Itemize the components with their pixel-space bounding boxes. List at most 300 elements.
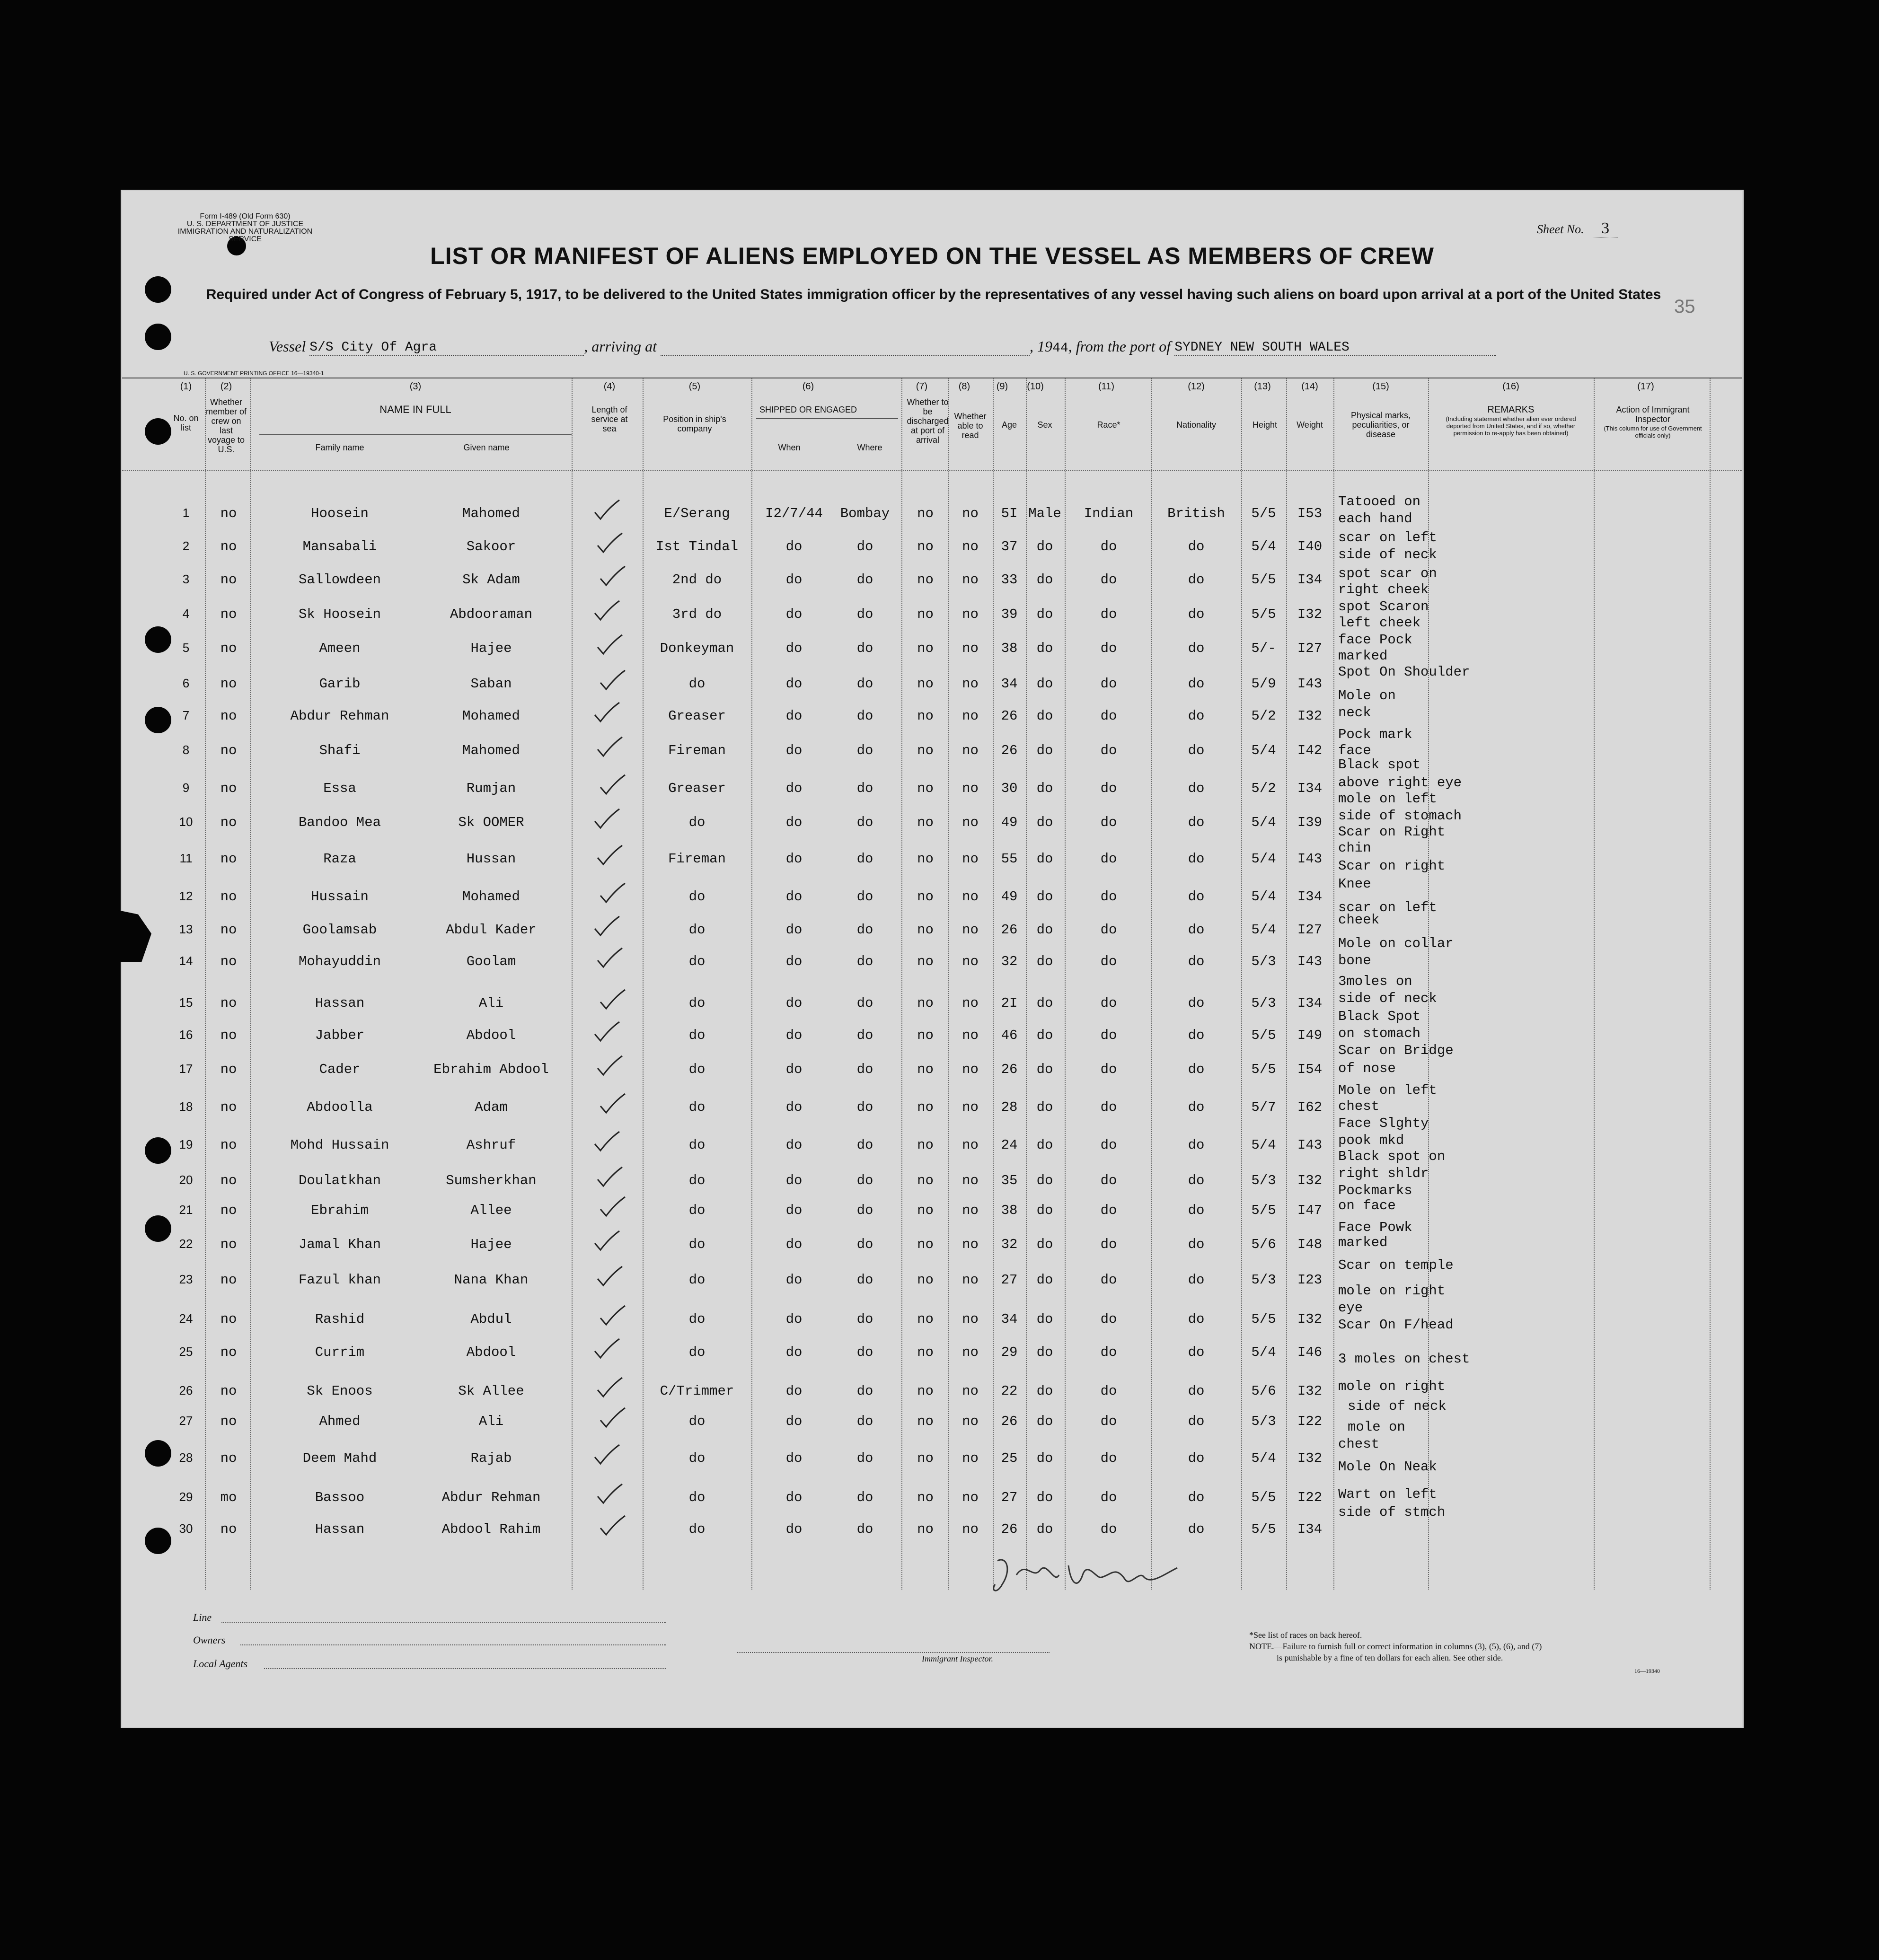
- physical-mark-line: bone: [1338, 953, 1371, 968]
- sex-value: do: [1036, 1099, 1053, 1115]
- col-num: (13): [1254, 381, 1271, 392]
- check-mark: [599, 1195, 627, 1220]
- year-prefix: , 19: [1029, 338, 1052, 355]
- table-row: [122, 1450, 1742, 1479]
- check-mark: [599, 1304, 627, 1328]
- age-value: 55: [1001, 851, 1018, 867]
- position-value: Greaser: [668, 708, 726, 724]
- where-value: do: [856, 708, 873, 724]
- nationality-value: do: [1188, 676, 1205, 692]
- discharged-value: no: [917, 889, 934, 905]
- position-value: do: [688, 1173, 706, 1188]
- sheet-label: Sheet No.: [1537, 222, 1584, 236]
- when-value: do: [785, 1237, 803, 1252]
- sex-value: do: [1036, 1237, 1053, 1252]
- prev-voyage-value: no: [220, 1383, 237, 1399]
- nationality-value: do: [1188, 815, 1205, 830]
- arriving-label: , arriving at: [584, 338, 657, 355]
- position-value: do: [688, 1521, 706, 1537]
- given-name-value: Nana Khan: [454, 1272, 529, 1288]
- table-row: [122, 1311, 1742, 1340]
- sheet-number: [1537, 220, 1618, 237]
- table-row: [122, 708, 1742, 737]
- discharged-value: no: [917, 922, 934, 938]
- age-value: 34: [1001, 1311, 1018, 1327]
- position-value: do: [688, 815, 706, 830]
- col-num: (14): [1301, 381, 1318, 392]
- prev-voyage-value: no: [220, 1203, 237, 1218]
- physical-mark-line: mole on left: [1338, 791, 1437, 807]
- row-number: 7: [182, 708, 190, 722]
- note-penalty-cont: is punishable by a fine of ten dollars for each alien. See other side.: [1277, 1653, 1503, 1662]
- able-read-value: no: [962, 1521, 979, 1537]
- where-value: do: [856, 995, 873, 1011]
- family-name-value: Mansabali: [302, 539, 377, 554]
- height-value: 5/3: [1251, 954, 1276, 969]
- when-value: do: [785, 606, 803, 622]
- given-name-value: Abdool: [466, 1028, 516, 1043]
- inspector-label: Immigrant Inspector.: [922, 1654, 993, 1663]
- family-name-value: Hussain: [311, 889, 369, 905]
- nationality-value: do: [1188, 851, 1205, 867]
- age-value: 2I: [1001, 995, 1018, 1011]
- position-value: do: [688, 1062, 706, 1077]
- prev-voyage-value: no: [220, 1062, 237, 1077]
- row-number: 8: [182, 743, 190, 757]
- race-value: do: [1100, 1414, 1117, 1429]
- age-value: 49: [1001, 889, 1018, 905]
- able-read-value: no: [962, 676, 979, 692]
- sex-value: do: [1036, 708, 1053, 724]
- weight-value: I34: [1297, 572, 1323, 588]
- height-value: 5/5: [1251, 572, 1276, 588]
- sex-value: do: [1036, 1028, 1053, 1043]
- given-name-value: Allee: [470, 1203, 512, 1218]
- where-value: do: [856, 1099, 873, 1115]
- where-value: do: [856, 815, 873, 830]
- able-read-value: no: [962, 1099, 979, 1115]
- prev-voyage-value: no: [220, 995, 237, 1011]
- race-value: do: [1100, 954, 1117, 969]
- physical-mark-line: Mole on collar: [1338, 936, 1454, 951]
- family-name-value: Hassan: [315, 1521, 365, 1537]
- sex-value: do: [1036, 781, 1053, 796]
- position-value: Donkeyman: [660, 641, 734, 656]
- age-value: 46: [1001, 1028, 1018, 1043]
- nationality-value: do: [1188, 1272, 1205, 1288]
- given-name-value: Abdool: [466, 1345, 516, 1360]
- prev-voyage-value: no: [220, 1345, 237, 1360]
- nationality-value: do: [1188, 539, 1205, 554]
- able-read-value: no: [962, 889, 979, 905]
- vessel-name: S/S City Of Agra: [309, 340, 584, 356]
- discharged-value: no: [917, 851, 934, 867]
- able-read-value: no: [962, 1137, 979, 1153]
- header-discharged: Whether to be discharged at port of arrival: [907, 397, 949, 445]
- prev-voyage-value: no: [220, 851, 237, 867]
- row-number: 16: [179, 1028, 193, 1042]
- where-value: do: [856, 1383, 873, 1399]
- header-when: When: [778, 443, 801, 452]
- header-length-service: Length of service at sea: [591, 405, 628, 433]
- row-number: 10: [179, 815, 193, 829]
- physical-mark-line: side of neck: [1338, 991, 1437, 1006]
- table-row: [122, 1490, 1742, 1518]
- race-value: do: [1100, 606, 1117, 622]
- prev-voyage-value: no: [220, 889, 237, 905]
- family-name-value: Abdur Rehman: [290, 708, 389, 724]
- discharged-value: no: [917, 743, 934, 758]
- when-value: do: [785, 1137, 803, 1153]
- table-row: [122, 1521, 1742, 1550]
- physical-mark-line: Knee: [1338, 876, 1371, 892]
- given-name-value: Ashruf: [466, 1137, 516, 1153]
- physical-mark-line: Spot On Shoulder: [1338, 664, 1470, 680]
- race-value: do: [1100, 851, 1117, 867]
- sex-value: do: [1036, 954, 1053, 969]
- race-value: do: [1100, 815, 1117, 830]
- physical-mark-line: 3 moles on chest: [1338, 1351, 1470, 1367]
- race-value: do: [1100, 1028, 1117, 1043]
- family-name-value: Raza: [323, 851, 356, 867]
- discharged-value: no: [917, 1272, 934, 1288]
- weight-value: I34: [1297, 781, 1323, 796]
- sex-value: do: [1036, 1450, 1053, 1466]
- weight-value: I34: [1297, 889, 1323, 905]
- prev-voyage-value: no: [220, 708, 237, 724]
- able-read-value: no: [962, 539, 979, 554]
- where-value: do: [856, 1062, 873, 1077]
- col-num: (6): [802, 381, 814, 392]
- check-mark: [593, 914, 621, 939]
- check-mark: [599, 564, 627, 589]
- given-name-value: Abdool Rahim: [441, 1521, 541, 1537]
- physical-mark-line: Scar on temple: [1338, 1257, 1454, 1273]
- arriving-port: [661, 355, 1030, 356]
- physical-mark-line: pook mkd: [1338, 1133, 1404, 1148]
- row-number: 19: [179, 1137, 193, 1151]
- nationality-value: do: [1188, 1490, 1205, 1505]
- table-row: [122, 539, 1742, 567]
- header-action-sub: (This column for use of Government officials only): [1604, 425, 1702, 439]
- check-mark: [599, 881, 627, 906]
- physical-mark-line: cheek: [1338, 912, 1380, 928]
- physical-mark-line: above right eye: [1338, 775, 1462, 791]
- table-row: [122, 606, 1742, 635]
- family-name-value: Essa: [323, 781, 356, 796]
- position-value: do: [688, 889, 706, 905]
- where-value: do: [856, 1490, 873, 1505]
- row-number: 22: [179, 1237, 193, 1251]
- prev-voyage-value: no: [220, 1237, 237, 1252]
- form-id-line: Form I-489 (Old Form 630): [200, 212, 291, 220]
- check-mark: [596, 633, 624, 658]
- sex-value: do: [1036, 889, 1053, 905]
- family-name-value: Bandoo Mea: [298, 815, 381, 830]
- row-number: 26: [179, 1383, 193, 1397]
- discharged-value: no: [917, 1311, 934, 1327]
- nationality-value: do: [1188, 889, 1205, 905]
- position-value: do: [688, 1203, 706, 1218]
- family-name-value: Sk Hoosein: [298, 606, 381, 622]
- prev-voyage-value: mo: [220, 1490, 237, 1505]
- header-no-on-list: No. on list: [173, 413, 199, 432]
- physical-mark-line: scar on left: [1338, 900, 1437, 915]
- height-value: 5/3: [1251, 995, 1276, 1011]
- row-number: 12: [179, 889, 193, 903]
- physical-mark-line: left cheek: [1338, 615, 1421, 631]
- check-mark: [593, 599, 621, 624]
- age-value: 25: [1001, 1450, 1018, 1466]
- check-mark: [599, 773, 627, 798]
- sex-value: do: [1036, 1311, 1053, 1327]
- age-value: 39: [1001, 606, 1018, 622]
- when-value: do: [785, 1062, 803, 1077]
- nationality-value: do: [1188, 1028, 1205, 1043]
- height-value: 5/6: [1251, 1237, 1276, 1252]
- nationality-value: do: [1188, 954, 1205, 969]
- race-value: do: [1100, 539, 1117, 554]
- weight-value: I54: [1297, 1062, 1323, 1077]
- prev-voyage-value: no: [220, 815, 237, 830]
- manifest-sheet: [122, 191, 1742, 1727]
- table-row: [122, 815, 1742, 843]
- physical-mark-line: spot Scaron: [1338, 599, 1429, 615]
- when-value: do: [785, 815, 803, 830]
- given-name-value: Hajee: [470, 1237, 512, 1252]
- height-value: 5/4: [1251, 922, 1276, 938]
- discharged-value: no: [917, 572, 934, 588]
- header-shipped: SHIPPED OR ENGAGED: [759, 405, 857, 414]
- age-value: 24: [1001, 1137, 1018, 1153]
- table-row: [122, 1345, 1742, 1373]
- physical-mark-line: Scar On F/head: [1338, 1317, 1454, 1333]
- age-value: 26: [1001, 743, 1018, 758]
- where-value: do: [856, 954, 873, 969]
- where-value: do: [856, 572, 873, 588]
- discharged-value: no: [917, 781, 934, 796]
- row-number: 29: [179, 1490, 193, 1504]
- nationality-value: do: [1188, 781, 1205, 796]
- where-value: do: [856, 1414, 873, 1429]
- discharged-value: no: [917, 1028, 934, 1043]
- position-value: do: [688, 676, 706, 692]
- when-value: do: [785, 922, 803, 938]
- height-value: 5/3: [1251, 1414, 1276, 1429]
- family-name-value: Goolamsab: [302, 922, 377, 938]
- position-value: do: [688, 954, 706, 969]
- line-label: Line: [193, 1611, 212, 1623]
- header-position: Position in ship's company: [663, 414, 726, 433]
- prev-voyage-value: no: [220, 606, 237, 622]
- given-name-value: Abdul: [470, 1311, 512, 1327]
- given-name-value: Sk Allee: [458, 1383, 524, 1399]
- weight-value: I62: [1297, 1099, 1323, 1115]
- height-value: 5/4: [1251, 1450, 1276, 1466]
- age-value: 26: [1001, 1414, 1018, 1429]
- where-value: do: [856, 606, 873, 622]
- printer-line: U. S. GOVERNMENT PRINTING OFFICE 16—19340-1: [184, 370, 324, 377]
- sex-value: do: [1036, 641, 1053, 656]
- discharged-value: no: [917, 1414, 934, 1429]
- able-read-value: no: [962, 1203, 979, 1218]
- check-mark: [596, 1265, 624, 1289]
- position-value: do: [688, 1311, 706, 1327]
- check-mark: [593, 1337, 621, 1362]
- nationality-value: do: [1188, 995, 1205, 1011]
- physical-mark-line: marked: [1338, 648, 1388, 664]
- col-num: (9): [996, 381, 1008, 392]
- prev-voyage-value: no: [220, 1521, 237, 1537]
- race-value: do: [1100, 1272, 1117, 1288]
- weight-value: I34: [1297, 1521, 1323, 1537]
- able-read-value: no: [962, 1383, 979, 1399]
- prev-voyage-value: no: [220, 1311, 237, 1327]
- race-value: do: [1100, 1383, 1117, 1399]
- physical-mark-line: Black spot: [1338, 757, 1421, 773]
- document-title: LIST OR MANIFEST OF ALIENS EMPLOYED ON THE VESSEL AS MEMBERS OF CREW: [430, 243, 1434, 269]
- given-name-value: Ebrahim Abdool: [433, 1062, 549, 1077]
- check-mark: [593, 1443, 621, 1468]
- physical-mark-line: Face Powk: [1338, 1220, 1412, 1235]
- sex-value: do: [1036, 1521, 1053, 1537]
- given-name-value: Ali: [478, 1414, 504, 1429]
- race-value: do: [1100, 676, 1117, 692]
- discharged-value: no: [917, 1490, 934, 1505]
- family-name-value: Rashid: [315, 1311, 365, 1327]
- where-value: do: [856, 851, 873, 867]
- race-value: do: [1100, 889, 1117, 905]
- nationality-value: do: [1188, 606, 1205, 622]
- height-value: 5/-: [1251, 641, 1276, 656]
- family-name-value: Doulatkhan: [298, 1173, 381, 1188]
- check-mark: [596, 1165, 624, 1190]
- sex-value: do: [1036, 851, 1053, 867]
- when-value: do: [785, 889, 803, 905]
- able-read-value: no: [962, 743, 979, 758]
- nationality-value: do: [1188, 708, 1205, 724]
- weight-value: I39: [1297, 815, 1323, 830]
- physical-mark-line: chin: [1338, 840, 1371, 856]
- row-number: 18: [179, 1099, 193, 1114]
- header-where: Where: [857, 443, 882, 452]
- able-read-value: no: [962, 1450, 979, 1466]
- where-value: do: [856, 1237, 873, 1252]
- discharged-value: no: [917, 815, 934, 830]
- given-name-value: Mohamed: [462, 889, 520, 905]
- sex-value: do: [1036, 539, 1053, 554]
- family-name-value: Ebrahim: [311, 1203, 369, 1218]
- weight-value: I22: [1297, 1490, 1323, 1505]
- height-value: 5/4: [1251, 539, 1276, 554]
- family-name-value: Hassan: [315, 995, 365, 1011]
- when-value: do: [785, 641, 803, 656]
- weight-value: I47: [1297, 1203, 1323, 1218]
- discharged-value: no: [917, 1383, 934, 1399]
- discharged-value: no: [917, 995, 934, 1011]
- prev-voyage-value: no: [220, 781, 237, 796]
- race-value: do: [1100, 1521, 1117, 1537]
- weight-value: I48: [1297, 1237, 1323, 1252]
- col-num: (16): [1502, 381, 1519, 392]
- header-remarks: REMARKS: [1487, 404, 1535, 415]
- age-value: 28: [1001, 1099, 1018, 1115]
- height-value: 5/5: [1251, 1203, 1276, 1218]
- physical-mark-line: on face: [1338, 1198, 1396, 1213]
- when-value: do: [785, 1272, 803, 1288]
- prev-voyage-value: no: [220, 1414, 237, 1429]
- when-value: do: [785, 995, 803, 1011]
- race-value: do: [1100, 1173, 1117, 1188]
- col-num: (3): [409, 381, 422, 392]
- prev-voyage-value: no: [220, 1099, 237, 1115]
- row-number: 27: [179, 1414, 193, 1428]
- race-value: do: [1100, 641, 1117, 656]
- nationality-value: British: [1167, 506, 1225, 521]
- family-name-value: Sk Enoos: [307, 1383, 373, 1399]
- prev-voyage-value: no: [220, 506, 237, 521]
- height-value: 5/4: [1251, 1345, 1276, 1360]
- check-mark: [596, 844, 624, 868]
- able-read-value: no: [962, 641, 979, 656]
- physical-mark-line: face: [1338, 743, 1371, 758]
- given-name-value: Goolam: [466, 954, 516, 969]
- col-num: (5): [688, 381, 701, 392]
- when-value: do: [785, 743, 803, 758]
- inspector-field: [737, 1652, 1050, 1653]
- nationality-value: do: [1188, 1521, 1205, 1537]
- when-value: do: [785, 1311, 803, 1327]
- nationality-value: do: [1188, 1062, 1205, 1077]
- prev-voyage-value: no: [220, 954, 237, 969]
- table-row: [122, 851, 1742, 879]
- col-num: (4): [603, 381, 616, 392]
- sex-value: do: [1036, 676, 1053, 692]
- sex-value: do: [1036, 606, 1053, 622]
- able-read-value: no: [962, 954, 979, 969]
- weight-value: I43: [1297, 676, 1323, 692]
- row-number: 2: [182, 539, 190, 553]
- physical-mark-line: mole on: [1348, 1419, 1405, 1435]
- col-num: (12): [1188, 381, 1205, 392]
- height-value: 5/5: [1251, 1028, 1276, 1043]
- age-value: 27: [1001, 1272, 1018, 1288]
- prev-voyage-value: no: [220, 1450, 237, 1466]
- check-mark: [596, 1054, 624, 1079]
- age-value: 26: [1001, 1521, 1018, 1537]
- table-row: [122, 572, 1742, 600]
- check-mark: [599, 988, 627, 1012]
- weight-value: I43: [1297, 851, 1323, 867]
- race-value: Indian: [1084, 506, 1134, 521]
- when-value: do: [785, 1490, 803, 1505]
- where-value: do: [856, 539, 873, 554]
- weight-value: I32: [1297, 708, 1323, 724]
- table-row: [122, 781, 1742, 809]
- age-value: 5I: [1001, 506, 1018, 521]
- physical-mark-line: Tatooed on: [1338, 494, 1421, 510]
- height-value: 5/3: [1251, 1173, 1276, 1188]
- check-mark: [593, 498, 621, 523]
- position-value: do: [688, 1345, 706, 1360]
- form-id: [165, 213, 326, 243]
- height-value: 5/5: [1251, 1062, 1276, 1077]
- physical-mark-line: marked: [1338, 1235, 1388, 1250]
- col-num: (2): [220, 381, 232, 392]
- age-value: 27: [1001, 1490, 1018, 1505]
- check-mark: [599, 1406, 627, 1431]
- family-name-value: Abdoolla: [307, 1099, 373, 1115]
